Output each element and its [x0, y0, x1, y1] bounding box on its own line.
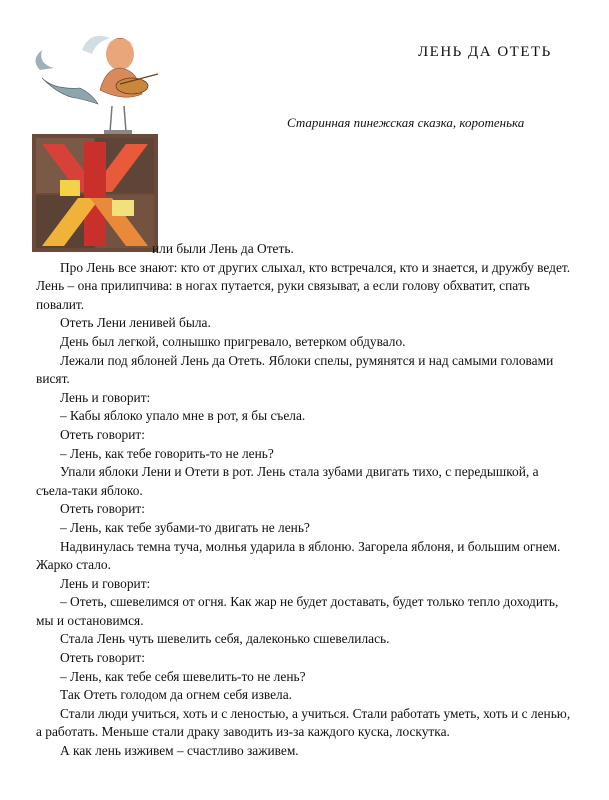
paragraph: – Отеть, сшевелимся от огня. Как жар не будет доставать, будет только тепло доходить, мы и остановимся. [36, 594, 559, 628]
paragraph: Отеть говорит: [60, 501, 145, 517]
drop-cap-letter-icon [32, 134, 158, 252]
paragraph: Стали люди учиться, хоть и с леностью, а учиться. Стали работать уметь, хоть и с ленью, а работать. Меньше стали драку заводить из-за каждого куска, лоскутка. [36, 705, 571, 740]
drop-cap-illustration [20, 20, 170, 255]
paragraph: Надвинулась темна туча, молнья ударила в яблоню. Загорела яблоня, и большим огнем. Жарко стало. [36, 538, 561, 573]
paragraph: Отеть Лени ленивей была. [60, 315, 211, 331]
mermaid-musician-icon [35, 36, 158, 134]
paragraph: Упали яблоки Лени и Отети в рот. Лень стала зубами двигать тихо, с передышкой, а съела-таки яблоко. [36, 464, 539, 498]
story-body [36, 240, 576, 761]
paragraph: Отеть говорит: [60, 426, 145, 442]
story-title: ЛЕНЬ ДА ОТЕТЬ [418, 44, 552, 60]
paragraph: А как лень изживем – счастливо заживем. [60, 743, 299, 759]
paragraph: Лежали под яблоней Лень да Отеть. Яблоки спелы, румянятся и над самыми головами висят. [36, 352, 554, 387]
paragraph: День был легкой, солнышко пригревало, ветерком обдувало. [60, 333, 406, 349]
paragraph: Стала Лень чуть шевелить себя, далеконько сшевелилась. [60, 631, 390, 647]
paragraph: или были Лень да Отеть. [152, 241, 294, 256]
paragraph: Отеть говорит: [60, 650, 145, 666]
paragraph: – Кабы яблоко упало мне в рот, я бы съела. [60, 408, 306, 424]
story-subtitle: Старинная пинежская сказка, коротенька [287, 115, 525, 130]
paragraph: – Лень, как тебе себя шевелить-то не лень? [60, 668, 306, 684]
paragraph: – Лень, как тебе говорить-то не лень? [60, 445, 274, 461]
paragraph: Лень и говорит: [60, 389, 151, 405]
paragraph: Так Отеть голодом да огнем себя извела. [60, 687, 293, 703]
paragraph: Про Лень все знают: кто от других слыхал, кто встречался, кто и знается, и дружбу ведет. Лень – она прилипчива: в ногах путается, руки связыват, а если голову обхватит, спать повалит. [36, 259, 571, 312]
paragraph: Лень и говорит: [60, 575, 151, 591]
paragraph: – Лень, как тебе зубами-то двигать не лень? [60, 519, 310, 535]
